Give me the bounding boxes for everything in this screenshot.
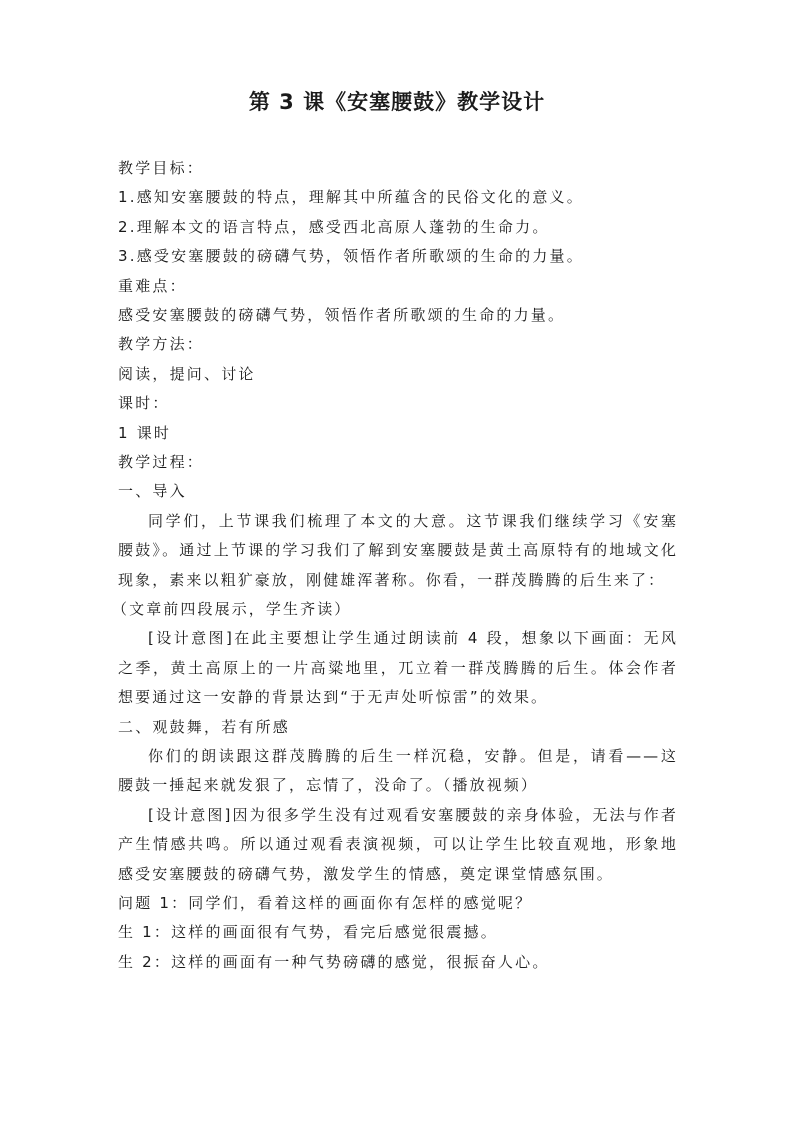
intro-note: （文章前四段展示，学生齐读） xyxy=(112,599,352,618)
hours-text: 1 课时 xyxy=(118,423,172,442)
design-intent-2: [设计意图]因为很多学生没有过观看安塞腰鼓的亲身体验，无法与作者产生情感共鸣。所以通过观看表演视频，可以让学生比较直观地，形象地感受安塞腰鼓的磅礴气势，激发学生的情感，奠定课堂情感氛围。 xyxy=(118,805,678,883)
question-1: 问题 1：同学们，看着这样的画面你有怎样的感觉呢？ xyxy=(118,893,533,912)
section-heading-watch: 二、观鼓舞，若有所感 xyxy=(118,717,291,736)
reading-paragraph: 你们的朗读跟这群茂腾腾的后生一样沉稳，安静。但是，请看——这腰鼓一捶起来就发狠了，忘情了，没命了。（播放视频） xyxy=(118,746,678,795)
method-heading: 教学方法： xyxy=(118,335,205,354)
document-body xyxy=(112,154,678,977)
method-text: 阅读，提问、讨论 xyxy=(118,364,256,383)
goal-item-1: 1.感知安塞腰鼓的特点，理解其中所蕴含的民俗文化的意义。 xyxy=(118,188,584,207)
student-answer-2: 生 2：这样的画面有一种气势磅礴的感觉，很振奋人心。 xyxy=(118,952,550,971)
student-answer-1: 生 1：这样的画面很有气势，看完后感觉很震撼。 xyxy=(118,923,498,942)
hours-heading: 课时： xyxy=(118,394,170,413)
key-points-heading: 重难点： xyxy=(118,276,187,295)
key-points-text: 感受安塞腰鼓的磅礴气势，领悟作者所歌颂的生命的力量。 xyxy=(118,305,566,324)
process-heading: 教学过程： xyxy=(118,452,205,471)
page-title: 第 3 课《安塞腰鼓》教学设计 xyxy=(248,90,546,114)
intro-paragraph: 同学们，上节课我们梳理了本文的大意。这节课我们继续学习《安塞腰鼓》。通过上节课的学习我们了解到安塞腰鼓是黄土高原特有的地域文化现象，素来以粗犷豪放，刚健雄浑著称。你看，一群茂腾腾的后生来了： xyxy=(118,511,678,589)
design-intent-1: [设计意图]在此主要想让学生通过朗读前 4 段，想象以下画面：无风之季，黄土高原上的一片高粱地里，兀立着一群茂腾腾的后生。体会作者想要通过这一安静的背景达到“于无声处听惊雷”的效果。 xyxy=(118,629,678,707)
goal-item-3: 3.感受安塞腰鼓的磅礴气势，领悟作者所歌颂的生命的力量。 xyxy=(118,247,584,266)
section-heading-intro: 一、导入 xyxy=(118,482,187,501)
goal-item-2: 2.理解本文的语言特点，感受西北高原人蓬勃的生命力。 xyxy=(118,217,550,236)
goals-heading: 教学目标： xyxy=(118,159,205,177)
